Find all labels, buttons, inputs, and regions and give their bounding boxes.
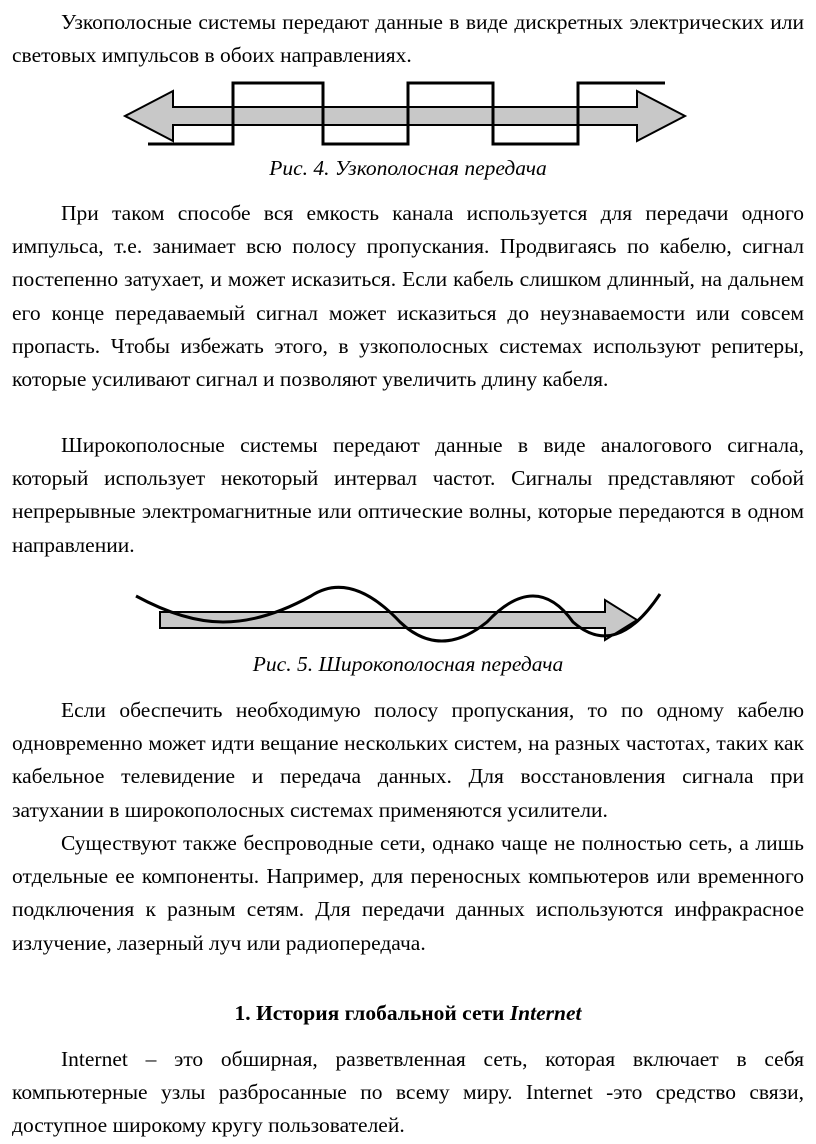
paragraph-wireless: Существуют также беспроводные сети, однако чаще не полностью сеть, а лишь отдельные ее компоненты. Например, для переносных компьютеров или временного подключения к разным сетям. Для передачи данных используются инфракрасное излучение, лазерный луч или радиопередача. <box>12 831 804 955</box>
paragraph-narrowband-details: При таком способе вся емкость канала используется для передачи одного импульса, т.е. занимает всю полосу пропускания. Продвигаясь по кабелю, сигнал постепенно затухает, и может исказиться. Если кабель слишком длинный, на дальнем его конце передаваемый сигнал может исказиться до неузнаваемости или совсем пропасть. Чтобы избежать этого, в узкополосных системах используют репитеры, которые усиливают сигнал и позволяют увеличить длину кабеля. <box>12 201 804 392</box>
double-arrow-icon <box>125 91 685 141</box>
figure-5-caption: Рис. 5. Широкополосная передача <box>252 652 564 676</box>
section-heading-emphasis: Internet <box>509 1001 582 1025</box>
section-heading <box>0 1001 816 1026</box>
figure-4-caption: Рис. 4. Узкополосная передача <box>269 156 547 180</box>
paragraph-narrowband-intro: Узкополосные системы передают данные в виде дискретных электрических или световых импульсов в обоих направлениях. <box>12 10 804 68</box>
paragraph-broadband-intro: Широкополосные системы передают данные в виде аналогового сигнала, который использует некоторый интервал частот. Сигналы представляют собой непрерывные электромагнитные или оптические волны, которые передаются в одном направлении. <box>12 433 804 557</box>
figure-narrowband-diagram <box>0 76 816 156</box>
paragraph-internet-definition: Internet – это обширная, разветвленная сеть, которая включает в себя компьютерные узлы разбросанные по всему миру. Internet -это средство связи, доступное широкому кругу пользователей. <box>12 1047 804 1138</box>
paragraph-broadband-bandwidth: Если обеспечить необходимую полосу пропускания, то по одному кабелю одновременно может идти вещание нескольких систем, на разных частотах, таких как кабельное телевидение и передача данных. Для восстановления сигнала при затухании в широкополосных системах применяются усилители. <box>12 698 804 822</box>
section-heading-text: 1. История глобальной сети <box>234 1001 510 1025</box>
